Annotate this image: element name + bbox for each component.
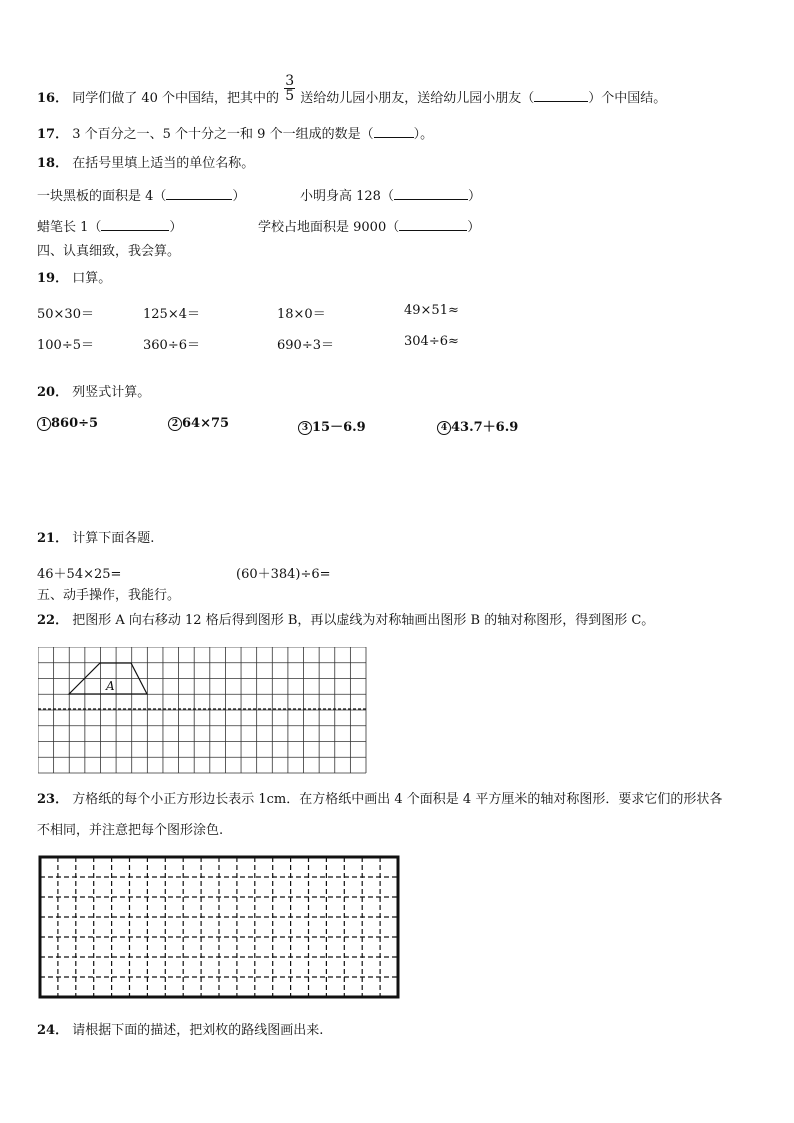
question-22: [37, 613, 654, 629]
unit-close: ）: [467, 189, 481, 204]
question-20: [37, 385, 150, 401]
question-text: 口算。: [72, 271, 112, 286]
answer-blank[interactable]: [534, 89, 588, 102]
unit-close: ）: [169, 220, 183, 235]
unit-label: 蜡笔长 1（: [37, 220, 102, 235]
unit-label: 小明身高 128（: [300, 189, 394, 204]
shape-a-label: A: [106, 679, 115, 693]
question-number: 24．: [37, 1023, 69, 1038]
fraction-denominator: 5: [285, 88, 295, 104]
question-text: 3 个百分之一、5 个十分之一和 9 个一组成的数是（: [72, 127, 374, 142]
calc-expression: 860÷5: [51, 416, 99, 431]
unit-close: ）: [467, 220, 481, 235]
question-text: 同学们做了 40 个中国结，把其中的: [72, 91, 280, 106]
fraction-numerator: 3: [285, 73, 295, 89]
vertical-calc-item: [168, 416, 229, 431]
unit-label: 一块黑板的面积是 4（: [37, 189, 167, 204]
section-title: 五、动手操作，我能行。: [37, 588, 181, 603]
question-number: 18．: [37, 156, 69, 171]
question-number: 23．: [37, 792, 69, 807]
fraction: [284, 74, 295, 103]
question-text: 方格纸的每个小正方形边长表示 1cm．在方格纸中画出 4 个面积是 4 平方厘米的轴对称图形．要求它们的形状各: [72, 792, 723, 807]
question-text: 计算下面各题.: [72, 531, 155, 546]
calc-expression: 64×75: [182, 416, 230, 431]
oral-calc: 304÷6≈: [404, 334, 459, 349]
question-17: [37, 125, 433, 143]
question-number: 19．: [37, 271, 69, 286]
vertical-calc-item: [37, 416, 98, 431]
oral-calc: 50×30＝: [37, 307, 94, 322]
question-number: 17．: [37, 127, 69, 142]
circled-number-icon: 4: [437, 421, 451, 435]
calc-expression: (60＋384)÷6=: [236, 567, 331, 582]
circled-number-icon: 2: [168, 417, 182, 431]
question-21: [37, 531, 154, 547]
question-23-line2: 不相同，并注意把每个图形涂色.: [37, 823, 224, 838]
answer-blank[interactable]: [166, 187, 232, 200]
question-24: [37, 1023, 323, 1039]
oral-calc: 125×4＝: [143, 307, 200, 322]
question-number: 16．: [37, 91, 69, 106]
question-text: 请根据下面的描述，把刘枚的路线图画出来.: [72, 1023, 324, 1038]
calc-expression: 43.7＋6.9: [451, 420, 519, 435]
unit-item: [258, 218, 480, 236]
answer-blank[interactable]: [101, 218, 169, 231]
circled-number-icon: 1: [37, 417, 51, 431]
section-title: 四、认真细致，我会算。: [37, 244, 181, 259]
question-number: 22．: [37, 613, 69, 628]
answer-blank[interactable]: [374, 125, 414, 138]
oral-calc: 690÷3＝: [277, 338, 334, 353]
unit-item: [37, 218, 182, 236]
drawing-grid[interactable]: [38, 855, 402, 1001]
unit-close: ）: [232, 189, 246, 204]
vertical-calc-item: [298, 416, 366, 435]
question-text: 在括号里填上适当的单位名称。: [72, 156, 255, 171]
question-23: [37, 792, 722, 808]
unit-label: 学校占地面积是 9000（: [258, 220, 400, 235]
question-number: 20．: [37, 385, 69, 400]
question-16: [37, 73, 667, 107]
translation-grid[interactable]: [38, 647, 368, 775]
question-text: 列竖式计算。: [72, 385, 151, 400]
question-text: ）个中国结。: [588, 91, 667, 106]
vertical-calc-item: [437, 416, 518, 435]
oral-calc: 100÷5＝: [37, 338, 94, 353]
oral-calc: 360÷6＝: [143, 338, 200, 353]
oral-calc: 49×51≈: [404, 303, 459, 318]
unit-item: [37, 187, 245, 205]
question-19: [37, 271, 111, 287]
calc-expression: 15－6.9: [312, 420, 366, 435]
question-text: ）。: [413, 127, 434, 142]
question-text: 把图形 A 向右移动 12 格后得到图形 B，再以虚线为对称轴画出图形 B 的轴对称图形，得到图形 C。: [72, 613, 655, 628]
question-number: 21．: [37, 531, 69, 546]
question-text: 送给幼儿园小朋友，送给幼儿园小朋友（: [300, 91, 535, 106]
question-18: [37, 156, 254, 172]
calc-expression: 46＋54×25=: [37, 567, 122, 582]
oral-calc: 18×0＝: [277, 307, 326, 322]
unit-item: [300, 187, 481, 205]
circled-number-icon: 3: [298, 421, 312, 435]
answer-blank[interactable]: [394, 187, 468, 200]
answer-blank[interactable]: [399, 218, 467, 231]
